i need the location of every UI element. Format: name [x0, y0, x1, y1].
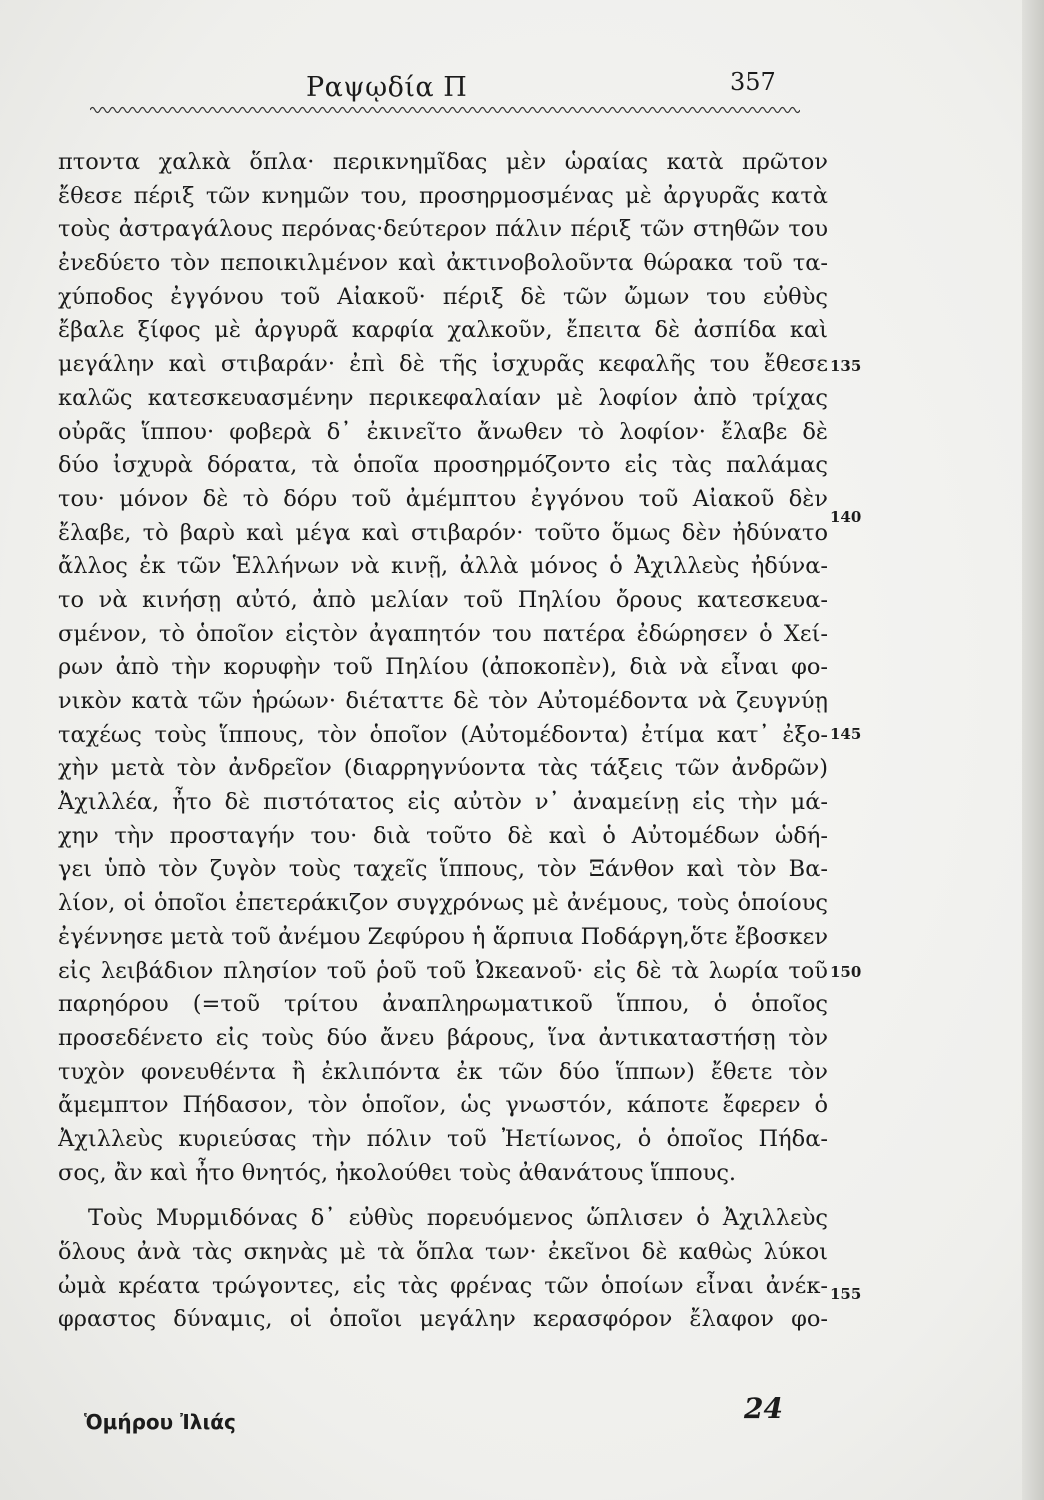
text-line: οὐρᾶς ἵππου· φοβερὰ δ᾽ ἐκινεῖτο ἄνωθεν τὸ λοφίον· ἔλαβε δὲ: [58, 418, 828, 445]
text-line: ὠμὰ κρέατα τρώγοντες, εἰς τὰς φρένας τῶν ὁποίων εἶναι ἀνέκ-: [58, 1272, 828, 1299]
text-line: καλῶς κατεσκευασμένην περικεφαλαίαν μὲ λοφίον ἀπὸ τρίχας: [58, 384, 828, 411]
text-line: νικὸν κατὰ τῶν ἡρώων· διέταττε δὲ τὸν Αὐτομέδοντα νὰ ζευγνύῃ: [58, 688, 828, 714]
verse-number-150: 150: [830, 963, 862, 981]
text-line: ταχέως τοὺς ἵππους, τὸν ὁποῖον (Αὐτομέδοντα) ἐτίμα κατ᾽ ἐξο-: [58, 721, 828, 748]
verse-number-145: 145: [830, 725, 862, 743]
text-line: του· μόνον δὲ τὸ δόρυ τοῦ ἀμέμπτου ἐγγόνου τοῦ Αἰακοῦ δὲν: [58, 485, 828, 512]
verse-number-155: 155: [830, 1285, 862, 1303]
text-line: λίον, οἱ ὁποῖοι ἐπετεράκιζον συγχρόνως μὲ ἀνέμους, τοὺς ὁποίους: [58, 890, 828, 917]
text-line: σμένον, τὸ ὁποῖον εἰςτὸν ἀγαπητόν του πατέρα ἐδώρησεν ὁ Χεί-: [58, 620, 828, 647]
page-number: 357: [730, 68, 776, 96]
text-line: ἄμεμπτον Πήδασον, τὸν ὁποῖον, ὡς γνωστόν, κάποτε ἔφερεν ὁ: [58, 1092, 828, 1119]
verse-number-140: 140: [830, 508, 862, 526]
footer-book-title: Ὁμήρου Ἰλιάς: [84, 1410, 236, 1434]
text-line: φραστος δύναμις, οἱ ὁποῖοι μεγάλην κερασφόρον ἔλαφον φο-: [58, 1306, 828, 1333]
text-line: τυχὸν φονευθέντα ἢ ἐκλιπόντα ἐκ τῶν δύο ἵππων) ἔθετε τὸν: [58, 1058, 828, 1085]
page-edge: [1022, 0, 1044, 1500]
text-line: χὴν μετὰ τὸν ἀνδρεῖον (διαρρηγνύοντα τὰς τάξεις τῶν ἀνδρῶν): [58, 755, 828, 782]
body-text: [58, 146, 828, 1337]
text-line: ἔθεσε πέριξ τῶν κνημῶν του, προσηρμοσμένας μὲ ἀργυρᾶς κατὰ: [58, 182, 828, 209]
text-line: πτοντα χαλκὰ ὅπλα· περικνημῖδας μὲν ὡραίας κατὰ πρῶτον: [58, 149, 828, 175]
text-line: τοὺς ἀστραγάλους περόνας·δεύτερον πάλιν πέριξ τῶν στηθῶν του: [58, 216, 828, 243]
text-line: χην τὴν προσταγήν του· διὰ τοῦτο δὲ καὶ ὁ Αὐτομέδων ὡδή-: [58, 822, 828, 849]
text-line: Ἀχιλλέα, ἦτο δὲ πιστότατος εἰς αὐτὸν ν᾽ ἀναμείνῃ εἰς τὴν μά-: [58, 789, 828, 816]
text-line: γει ὑπὸ τὸν ζυγὸν τοὺς ταχεῖς ἵππους, τὸν Ξάνθον καὶ τὸν Βα-: [58, 856, 828, 883]
text-line: ἄλλος ἐκ τῶν Ἑλλήνων νὰ κινῇ, ἀλλὰ μόνος ὁ Ἀχιλλεὺς ἠδύνα-: [58, 553, 828, 580]
text-line: το νὰ κινήσῃ αὐτό, ἀπὸ μελίαν τοῦ Πηλίου ὄρους κατεσκευα-: [58, 586, 828, 613]
text-line: ρων ἀπὸ τὴν κορυφὴν τοῦ Πηλίου (ἀποκοπὲν), διὰ νὰ εἶναι φο-: [58, 654, 828, 681]
text-line: ἔβαλε ξίφος μὲ ἀργυρᾶ καρφία χαλκοῦν, ἔπειτα δὲ ἀσπίδα καὶ: [58, 317, 828, 344]
printer-signature-mark: 24: [744, 1392, 783, 1425]
text-line: ἔλαβε, τὸ βαρὺ καὶ μέγα καὶ στιβαρόν· τοῦτο ὅμως δὲν ἠδύνατο: [58, 519, 828, 546]
text-line: μεγάλην καὶ στιβαράν· ἐπὶ δὲ τῆς ἰσχυρᾶς κεφαλῆς του ἔθεσε: [58, 351, 828, 378]
header-ornament-rule: [90, 100, 800, 116]
text-line: ὅλους ἀνὰ τὰς σκηνὰς μὲ τὰ ὅπλα των· ἐκεῖνοι δὲ καθὼς λύκοι: [58, 1239, 828, 1265]
text-line-paragraph-start: Τοὺς Μυρμιδόνας δ᾽ εὐθὺς πορευόμενος ὥπλισεν ὁ Ἀχιλλεὺς: [88, 1205, 828, 1232]
text-line: εἰς λειβάδιον πλησίον τοῦ ῥοῦ τοῦ Ὠκεανοῦ· εἰς δὲ τὰ λωρία τοῦ: [58, 957, 828, 984]
text-line: παρηόρου (=τοῦ τρίτου ἀναπληρωματικοῦ ἵππου, ὁ ὁποῖος: [58, 991, 828, 1018]
text-line: δύο ἰσχυρὰ δόρατα, τὰ ὁποῖα προσηρμόζοντο εἰς τὰς παλάμας: [58, 452, 828, 479]
verse-number-135: 135: [830, 357, 862, 375]
text-line: ἐνεδύετο τὸν πεποικιλμένον καὶ ἀκτινοβολοῦντα θώρακα τοῦ τα-: [58, 250, 828, 277]
running-head: Ραψῳδία Π: [306, 72, 468, 103]
text-line: χύποδος ἐγγόνου τοῦ Αἰακοῦ· πέριξ δὲ τῶν ὤμων του εὐθὺς: [58, 283, 828, 310]
text-line: προσεδένετο εἰς τοὺς δύο ἄνευ βάρους, ἵνα ἀντικαταστήσῃ τὸν: [58, 1024, 828, 1051]
text-line: ἐγέννησε μετὰ τοῦ ἀνέμου Ζεφύρου ἡ ἅρπυια Ποδάργη,ὅτε ἔβοσκεν: [58, 923, 828, 950]
text-line: σος, ἂν καὶ ἦτο θνητός, ἠκολούθει τοὺς ἀθανάτους ἵππους.: [58, 1159, 737, 1186]
text-line: Ἀχιλλεὺς κυριεύσας τὴν πόλιν τοῦ Ἠετίωνος, ὁ ὁποῖος Πήδα-: [58, 1125, 828, 1152]
